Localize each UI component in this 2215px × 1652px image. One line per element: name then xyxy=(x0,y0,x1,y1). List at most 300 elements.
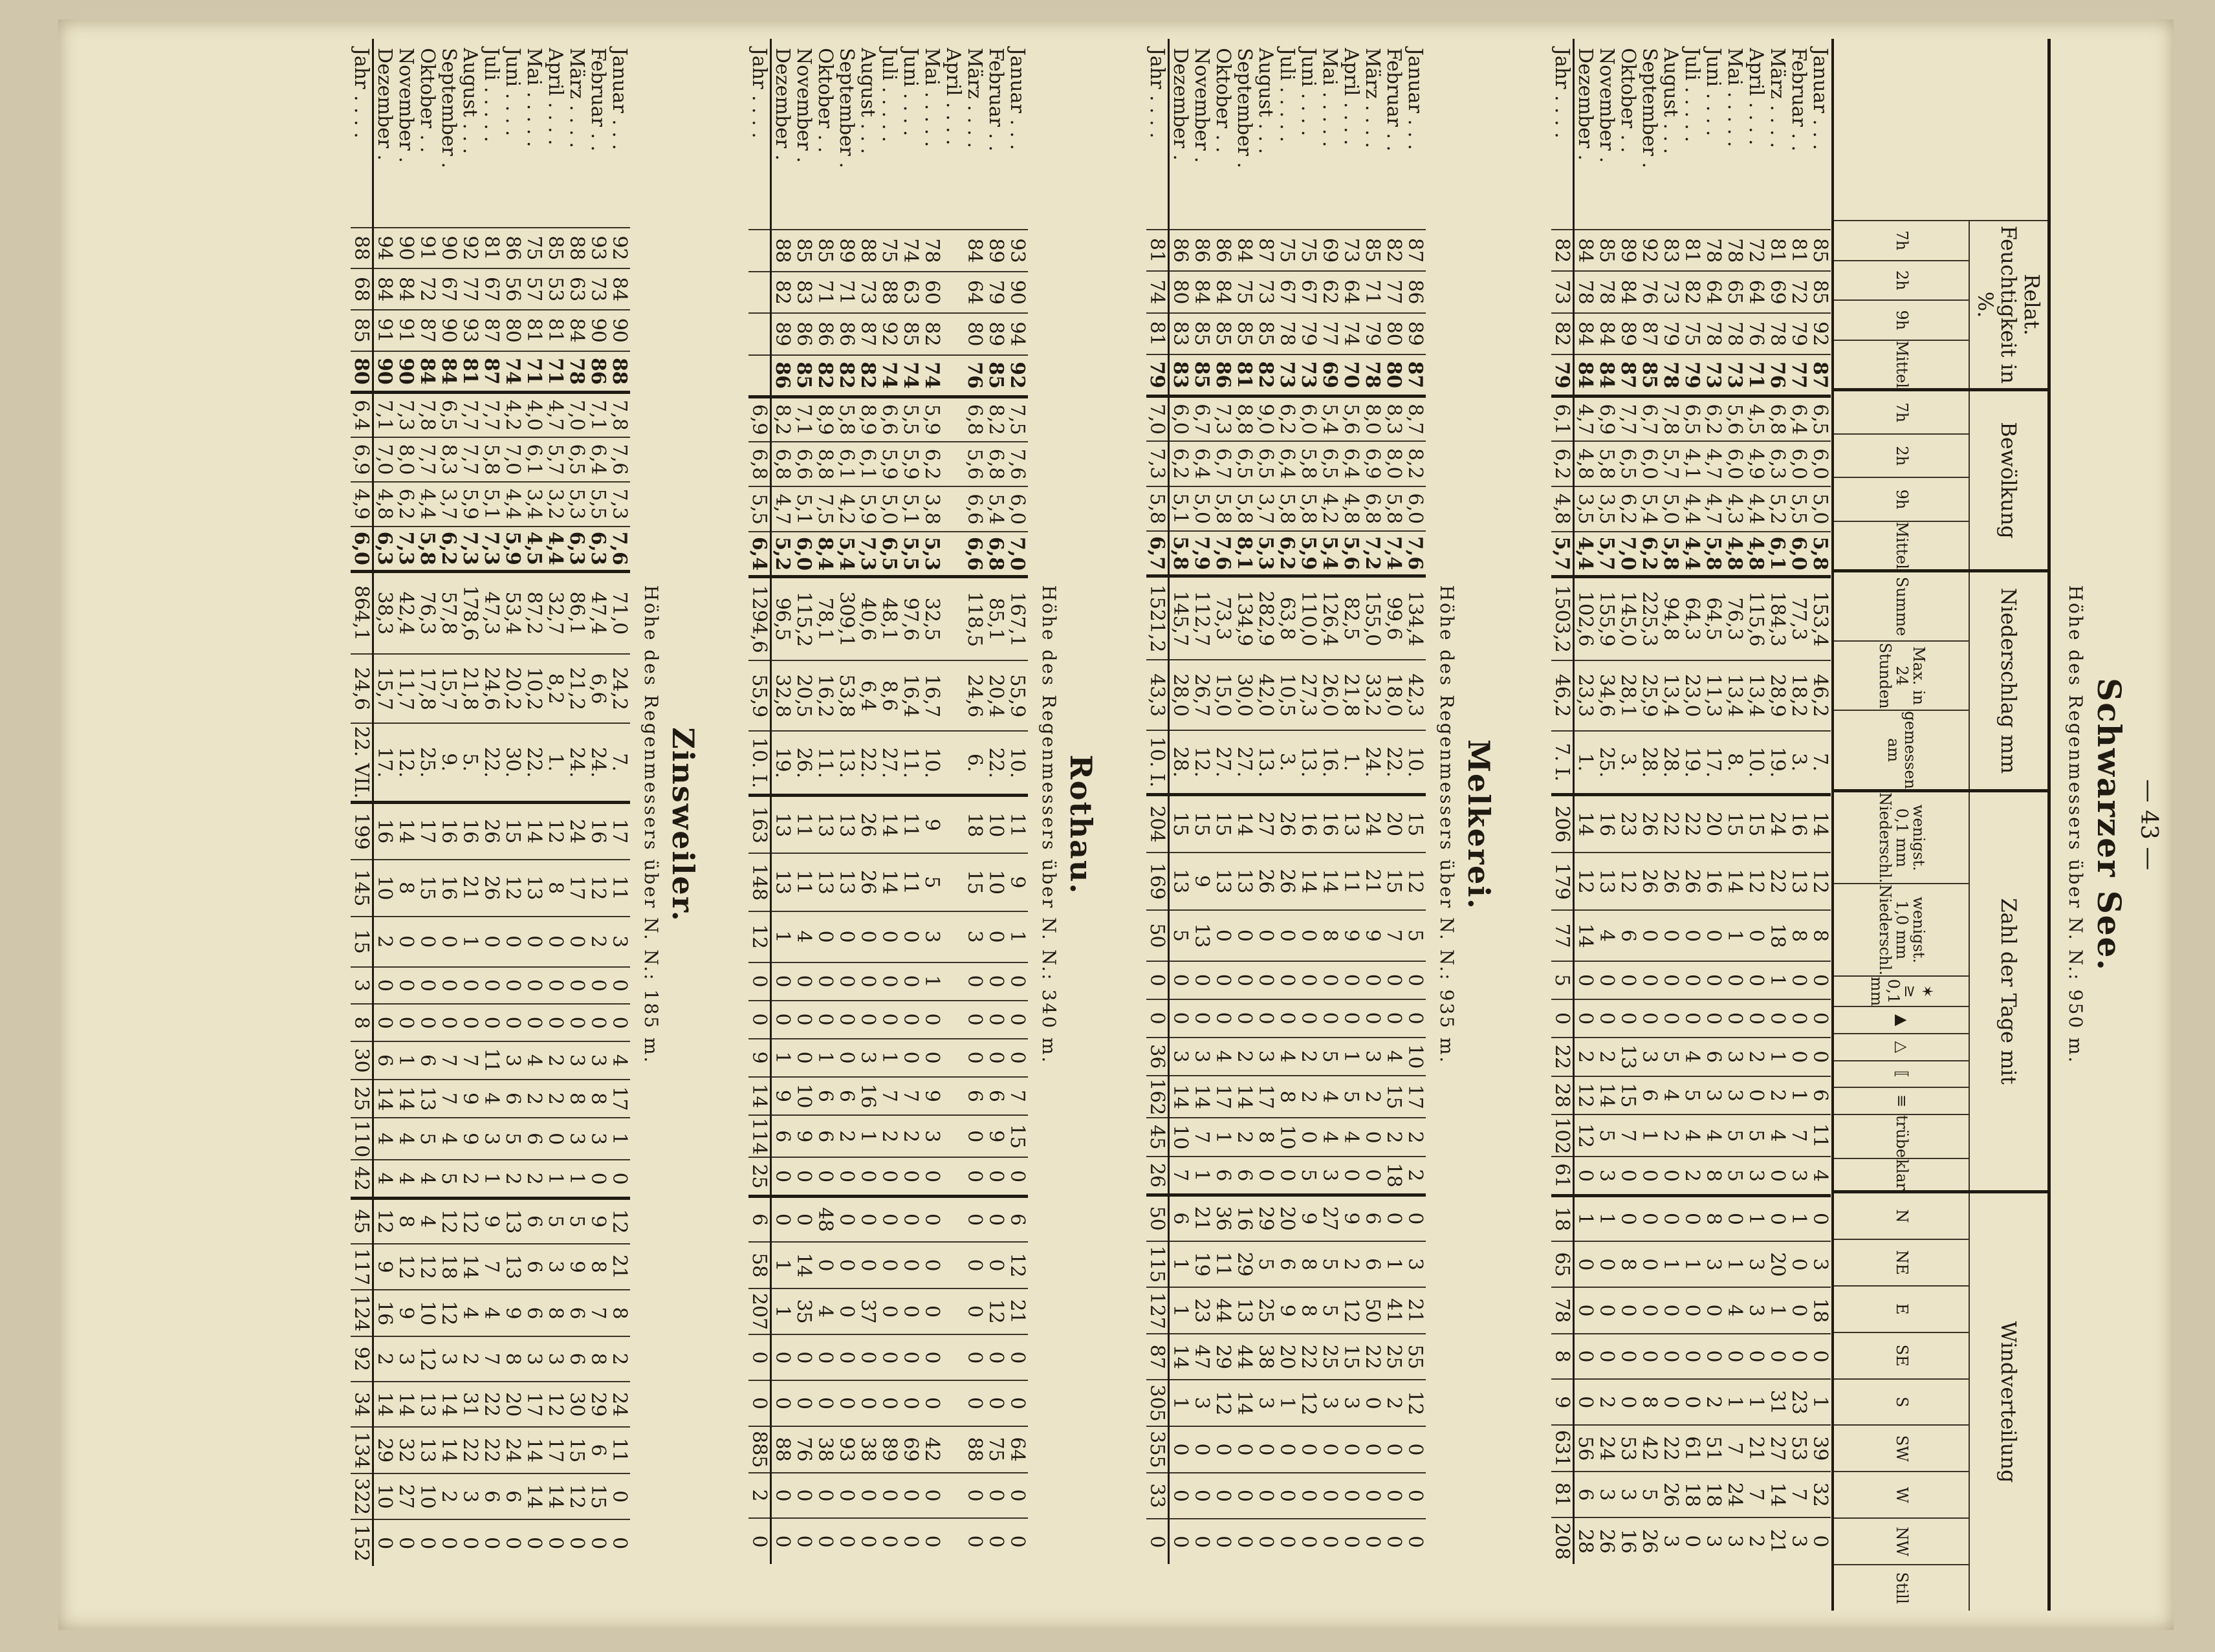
table-cell: 6 xyxy=(566,1290,587,1336)
table-cell: 0 xyxy=(1745,1076,1767,1115)
table-cell: 20 xyxy=(1767,1241,1788,1287)
table-cell: 3,2 xyxy=(545,482,566,527)
table-cell: 0 xyxy=(1276,961,1298,999)
table-cell: 2 xyxy=(1745,1038,1767,1076)
table-cell: 21 xyxy=(1362,853,1383,910)
table-cell: 0 xyxy=(1788,1287,1809,1333)
table-cell: 0 xyxy=(1596,1241,1617,1287)
table-cell: 15 xyxy=(566,1427,587,1473)
table-cell: 15 xyxy=(1383,1076,1404,1118)
table-cell: 94 xyxy=(1007,313,1028,354)
table-cell: 61 xyxy=(1551,1157,1574,1195)
table-cell: 6 xyxy=(1809,1076,1831,1115)
table-cell: 2 xyxy=(438,1473,459,1520)
table-cell: 1 xyxy=(1767,1038,1788,1076)
table-cell: 22. VII. xyxy=(351,723,373,802)
table-cell: 0 xyxy=(1007,1157,1028,1196)
table-cell: 27 xyxy=(1255,795,1276,853)
table-cell: 0 xyxy=(900,1473,921,1519)
table-cell: 7 xyxy=(438,1041,459,1080)
table-cell: 0 xyxy=(1767,1334,1788,1380)
table-cell: 1 xyxy=(1191,1157,1212,1195)
table-cell: 0 xyxy=(1007,962,1028,1001)
table-cell: 0 xyxy=(1574,1379,1597,1425)
table-cell: 0 xyxy=(814,1473,836,1519)
table-cell: 5 xyxy=(1660,1038,1681,1076)
table-cell: 7,0 xyxy=(373,437,396,482)
table-cell: 6,3 xyxy=(587,527,609,571)
table-cell: 0 xyxy=(1276,1519,1298,1564)
table-cell: 84 xyxy=(373,268,396,310)
table-cell: 0 xyxy=(1404,1195,1426,1241)
table-cell: 24 xyxy=(1724,1472,1745,1517)
table-cell: 0 xyxy=(459,967,481,1005)
table-cell: 9 xyxy=(395,1290,417,1336)
table-cell: 3 xyxy=(351,967,373,1005)
table-cell: 0 xyxy=(964,1473,985,1519)
table-cell: 0 xyxy=(1169,999,1192,1038)
table-cell: 92 xyxy=(351,1336,373,1382)
table-cell: 0 xyxy=(985,1242,1007,1288)
header-feuchte-subs: 7h 2h 9h Mittel xyxy=(1834,221,1970,388)
table-row xyxy=(900,39,921,1611)
table-cell: 0 xyxy=(1660,1379,1681,1425)
table-row xyxy=(351,39,373,1611)
table-cell: 86 xyxy=(793,313,814,354)
table-cell: 1 xyxy=(1724,1379,1745,1425)
table-cell: 6 xyxy=(587,1427,609,1473)
table-cell: 8 xyxy=(1703,1157,1724,1195)
table-cell: 0 xyxy=(1383,999,1404,1038)
table-cell: 4,4 xyxy=(417,482,438,527)
table-cell: 1 xyxy=(878,1039,900,1077)
row-month-label: Mai . . . . . xyxy=(1318,48,1341,147)
table-cell: 0 xyxy=(373,967,396,1005)
table-cell: 0 xyxy=(1809,1038,1831,1076)
table-cell: 12 xyxy=(395,1244,417,1290)
table-cell: 16,2 xyxy=(814,660,836,731)
table-cell: 2 xyxy=(1404,1157,1426,1195)
table-row xyxy=(1596,39,1617,1611)
station-block xyxy=(748,39,1113,1611)
table-cell: 13 xyxy=(1234,1287,1255,1334)
table-cell: 26 xyxy=(1146,1157,1169,1195)
table-cell: 3 xyxy=(1340,1380,1362,1426)
table-cell: 1 xyxy=(1169,1380,1192,1426)
table-cell: 0 xyxy=(836,1380,857,1426)
table-cell: 6,2 xyxy=(1276,396,1298,441)
table-cell: 3 xyxy=(566,1041,587,1080)
table-cell: 20 xyxy=(1276,1195,1298,1241)
table-cell: 0 xyxy=(964,962,985,1001)
table-cell: 0 xyxy=(900,911,921,962)
table-cell: 0 xyxy=(1617,1157,1639,1195)
station-table xyxy=(1551,39,1831,1611)
table-cell: 207 xyxy=(748,1288,771,1335)
row-month-label: März . . . . xyxy=(1361,48,1384,149)
table-cell: 0 xyxy=(417,1519,438,1565)
table-cell: 0 xyxy=(1276,1473,1298,1519)
table-cell: 115,2 xyxy=(793,577,814,661)
table-cell: 32,7 xyxy=(545,571,566,654)
table-cell: 78 xyxy=(1596,271,1617,312)
table-cell: 6 xyxy=(1007,1196,1028,1242)
table-cell xyxy=(943,532,964,577)
table-cell: 10. xyxy=(921,731,943,796)
table-cell: 23 xyxy=(1617,795,1639,853)
table-cell: 78,1 xyxy=(814,577,836,661)
table-cell: 0 xyxy=(1660,1157,1681,1195)
table-cell: 6,0 xyxy=(1298,396,1319,441)
header-niederschlag: Niederschlag mm Summe Max. in 24 Stunden gemessen am xyxy=(1834,569,2047,789)
table-cell: 7,7 xyxy=(417,437,438,482)
table-cell: 19 xyxy=(1191,1241,1212,1288)
table-cell: 13 xyxy=(417,1080,438,1118)
table-cell: 0 xyxy=(1617,1195,1639,1241)
table-cell: 71 xyxy=(836,272,857,313)
table-cell: 0 xyxy=(748,1001,771,1039)
table-cell: 110 xyxy=(351,1118,373,1160)
table-cell: 88 xyxy=(878,272,900,313)
table-cell: 7 xyxy=(1617,1114,1639,1157)
table-cell: 10 xyxy=(417,1473,438,1520)
table-cell: 0 xyxy=(964,1518,985,1564)
table-cell: 76 xyxy=(1745,313,1767,354)
table-cell: 0 xyxy=(1660,1287,1681,1333)
table-cell: 8 xyxy=(1617,1241,1639,1287)
table-cell: 15 xyxy=(1404,795,1426,853)
table-cell: 7,0 xyxy=(1617,532,1639,577)
table-cell: 18 xyxy=(1551,1195,1574,1241)
table-cell: 3 xyxy=(1639,1038,1660,1076)
table-cell: 0 xyxy=(878,1157,900,1196)
table-cell: 0 xyxy=(771,1196,794,1242)
table-cell: 5,1 xyxy=(1169,486,1192,532)
table-cell: 0 xyxy=(793,1001,814,1039)
table-cell: 102 xyxy=(1551,1114,1574,1157)
table-cell: 5,9 xyxy=(857,486,878,532)
table-cell: 155,0 xyxy=(1362,576,1383,660)
table-cell: 20,2 xyxy=(502,654,523,724)
table-cell: 13 xyxy=(417,1427,438,1473)
table-cell: 0 xyxy=(1007,1473,1028,1519)
table-cell: 69 xyxy=(900,1426,921,1473)
table-cell xyxy=(943,230,964,271)
table-cell: 85 xyxy=(1212,313,1234,354)
table-cell: 3 xyxy=(1596,1472,1617,1517)
row-month-label: Juni . . . . xyxy=(1297,48,1320,136)
table-cell: 3 xyxy=(566,1118,587,1160)
table-cell: 6,7 xyxy=(1212,441,1234,486)
table-cell: 3 xyxy=(1745,1241,1767,1287)
table-cell: 73 xyxy=(1724,354,1745,397)
table-cell: 5 xyxy=(1319,1038,1340,1076)
table-cell: 0 xyxy=(1169,1426,1192,1473)
table-cell: 24 xyxy=(609,1382,630,1427)
table-cell: 11. xyxy=(900,731,921,796)
table-cell: 10. xyxy=(1745,731,1767,795)
table-cell: 24,6 xyxy=(481,654,502,724)
table-cell: 76 xyxy=(1767,354,1788,397)
table-cell: 3 xyxy=(857,1039,878,1077)
table-cell: 134 xyxy=(351,1427,373,1473)
table-cell: 5,1 xyxy=(900,486,921,532)
table-cell: 0 xyxy=(587,1160,609,1198)
table-cell: 89 xyxy=(1404,313,1426,354)
table-cell: 5,3 xyxy=(566,482,587,527)
table-cell: 79 xyxy=(1660,313,1681,354)
table-cell: 1 xyxy=(566,1160,587,1198)
table-cell: 23,0 xyxy=(1681,660,1703,731)
table-cell: 13. xyxy=(1298,730,1319,795)
table-cell: 20 xyxy=(502,1382,523,1427)
table-cell: 0 xyxy=(1255,961,1276,999)
table-cell: 162 xyxy=(1146,1076,1169,1118)
table-cell: 4 xyxy=(1212,1038,1234,1076)
table-cell: 5 xyxy=(1551,961,1574,999)
table-cell: 0 xyxy=(1340,1519,1362,1564)
table-cell: 92 xyxy=(1007,355,1028,397)
table-cell: 4,0 xyxy=(523,393,545,437)
table-cell: 17 xyxy=(1212,1076,1234,1118)
table-cell: 4 xyxy=(1596,910,1617,961)
table-cell: 2 xyxy=(1234,1118,1255,1157)
table-cell: 6,1 xyxy=(523,437,545,482)
table-cell: 9 xyxy=(793,1115,814,1157)
table-row xyxy=(943,39,964,1611)
table-cell: 0 xyxy=(1574,1157,1597,1195)
table-cell: 32,5 xyxy=(921,577,943,661)
table-cell: 2 xyxy=(1298,1076,1319,1118)
table-cell: 26 xyxy=(857,796,878,853)
table-cell: 12 xyxy=(373,1199,396,1244)
table-row xyxy=(1212,39,1234,1611)
table-cell: 3 xyxy=(1596,1157,1617,1195)
table-cell: 81 xyxy=(1788,230,1809,271)
table-row xyxy=(814,39,836,1611)
table-cell: 5,8 xyxy=(1596,441,1617,486)
table-cell: 13. xyxy=(836,731,857,796)
table-cell: 14 xyxy=(1191,1076,1212,1118)
table-cell: 86 xyxy=(1212,354,1234,397)
table-cell: 63 xyxy=(566,268,587,310)
table-cell: 5,3 xyxy=(1255,531,1276,576)
table-cell: 13 xyxy=(1169,853,1192,910)
table-cell: 85,1 xyxy=(985,577,1007,661)
table-cell: 1. xyxy=(1340,730,1362,795)
row-month-label: Juli . . . . . xyxy=(878,48,900,142)
table-cell: 0 xyxy=(1191,1519,1212,1564)
table-cell: 4 xyxy=(793,911,814,962)
table-cell: 6,8 xyxy=(1767,397,1788,442)
table-cell: 1 xyxy=(1809,1379,1831,1425)
table-cell: 1503,2 xyxy=(1551,576,1574,660)
table-cell: 80 xyxy=(1383,313,1404,354)
table-cell: 0 xyxy=(1724,1195,1745,1241)
table-cell: 163 xyxy=(748,796,771,853)
table-cell: 3 xyxy=(1809,1241,1831,1287)
table-cell: 75 xyxy=(985,1426,1007,1473)
row-month-label: Dezember . xyxy=(373,48,396,161)
table-cell: 8 xyxy=(1255,1118,1276,1157)
table-cell: 8 xyxy=(1298,1287,1319,1334)
table-cell: 0 xyxy=(1234,1426,1255,1473)
table-cell: 10. xyxy=(1007,731,1028,796)
table-cell: 0 xyxy=(1340,961,1362,999)
table-cell: 2 xyxy=(1681,1157,1703,1195)
table-cell: 12 xyxy=(1404,1380,1426,1426)
table-cell: 11 xyxy=(1007,796,1028,853)
table-cell: 0 xyxy=(523,1519,545,1565)
table-cell: 2 xyxy=(523,1080,545,1118)
table-cell: 0 xyxy=(771,1157,794,1196)
table-cell: 3 xyxy=(1404,1241,1426,1288)
table-cell: 0 xyxy=(921,1242,943,1288)
table-cell: 19. xyxy=(771,731,794,796)
table-cell: 13,4 xyxy=(1660,660,1681,731)
table-cell: 0 xyxy=(836,1518,857,1564)
table-cell: 7 xyxy=(481,1244,502,1290)
table-cell: 33 xyxy=(1146,1473,1169,1519)
table-cell: 9 xyxy=(1551,1379,1574,1425)
table-cell: 6,9 xyxy=(351,437,373,482)
table-cell: 6,0 xyxy=(1007,486,1028,532)
table-cell: 8,8 xyxy=(814,442,836,487)
table-row xyxy=(1404,39,1426,1611)
table-cell: 32 xyxy=(395,1427,417,1473)
table-cell: 0 xyxy=(1212,1519,1234,1564)
table-cell: 208 xyxy=(1551,1517,1574,1564)
table-cell: 84 xyxy=(1574,313,1597,354)
table-cell: 36 xyxy=(1146,1038,1169,1076)
table-cell: 26 xyxy=(1660,853,1681,910)
table-cell: 78 xyxy=(1703,230,1724,271)
table-cell: 8,2 xyxy=(771,397,794,442)
table-cell: 69 xyxy=(1319,354,1340,397)
table-cell: 87 xyxy=(481,310,502,351)
table-cell: 71 xyxy=(1745,354,1767,397)
table-cell: 87 xyxy=(1146,1334,1169,1380)
table-cell: 41 xyxy=(1383,1287,1404,1334)
table-cell: 6,1 xyxy=(1551,397,1574,442)
table-cell: 31 xyxy=(459,1382,481,1427)
table-cell: 5,5 xyxy=(900,532,921,577)
table-cell: 0 xyxy=(900,1001,921,1039)
table-cell: 5 xyxy=(921,853,943,911)
table-cell: 87 xyxy=(481,351,502,393)
table-cell: 118,5 xyxy=(964,577,985,661)
table-cell: 0 xyxy=(1340,1157,1362,1195)
table-cell: 28. xyxy=(1169,730,1192,795)
table-cell: 5 xyxy=(545,1199,566,1244)
table-cell: 89 xyxy=(1617,313,1639,354)
table-cell: 17. xyxy=(1703,731,1724,795)
row-month-label: März . . . . xyxy=(963,48,986,149)
row-month-label: Oktober . . xyxy=(814,48,836,153)
table-cell: 26 xyxy=(481,860,502,917)
table-cell: 79 xyxy=(1551,354,1574,397)
table-cell: 2 xyxy=(609,1336,630,1382)
table-cell: 631 xyxy=(1551,1425,1574,1472)
table-row xyxy=(1809,39,1831,1611)
table-cell: 47,4 xyxy=(587,571,609,654)
table-cell: 0 xyxy=(1362,999,1383,1038)
table-cell: 4,5 xyxy=(523,527,545,571)
table-cell: 85 xyxy=(793,355,814,397)
table-cell: 0 xyxy=(1234,961,1255,999)
row-month-label: November . xyxy=(1190,48,1213,163)
table-cell: 1 xyxy=(395,1041,417,1080)
table-cell: 83 xyxy=(1169,313,1192,354)
table-cell: 84 xyxy=(438,351,459,393)
table-row xyxy=(1234,39,1255,1611)
table-cell: 36 xyxy=(1212,1195,1234,1241)
table-cell: 2 xyxy=(836,1115,857,1157)
station-table xyxy=(351,39,630,1611)
station-title: Zinsweiler. xyxy=(666,727,701,922)
table-cell: 0 xyxy=(1276,1157,1298,1195)
table-cell: 1 xyxy=(1212,1118,1234,1157)
table-cell: 13 xyxy=(1596,853,1617,910)
table-cell: 10 xyxy=(1404,1038,1426,1076)
table-cell: 39 xyxy=(1809,1425,1831,1472)
table-cell: 5,9 xyxy=(900,442,921,487)
table-cell: 0 xyxy=(481,967,502,1005)
table-cell: 74 xyxy=(1146,271,1169,312)
table-cell: 0 xyxy=(771,962,794,1001)
table-cell: 0 xyxy=(921,1001,943,1039)
table-row xyxy=(857,39,878,1611)
table-cell: 4 xyxy=(1319,1076,1340,1118)
table-cell: 74 xyxy=(878,355,900,397)
table-cell: 4 xyxy=(1703,1114,1724,1157)
table-cell: 83 xyxy=(793,272,814,313)
table-cell: 4 xyxy=(417,1199,438,1244)
table-cell: 19. xyxy=(1681,731,1703,795)
table-cell: 26 xyxy=(481,802,502,859)
table-cell: 44 xyxy=(1212,1287,1234,1334)
table-cell: 23 xyxy=(1191,1287,1212,1334)
table-cell: 14 xyxy=(1574,795,1597,853)
table-cell: 0 xyxy=(964,1242,985,1288)
table-cell: 0 xyxy=(1681,1195,1703,1241)
table-cell: 11 xyxy=(1212,1241,1234,1288)
table-cell: 6,2 xyxy=(395,482,417,527)
table-cell: 46,2 xyxy=(1809,660,1831,731)
table-cell: 90 xyxy=(373,351,396,393)
table-cell: 86 xyxy=(1212,230,1234,271)
table-cell: 32,8 xyxy=(771,660,794,731)
table-cell: 79 xyxy=(1681,354,1703,397)
table-cell: 18 xyxy=(438,1244,459,1290)
table-cell: 0 xyxy=(1745,961,1767,999)
table-cell: 0 xyxy=(878,1334,900,1380)
table-row xyxy=(438,39,459,1611)
table-cell: 1 xyxy=(1169,1287,1192,1334)
table-cell: 1 xyxy=(771,1242,794,1288)
table-cell xyxy=(943,1473,964,1519)
table-cell: 0 xyxy=(1276,999,1298,1038)
table-row xyxy=(1383,39,1404,1611)
table-cell: 30 xyxy=(351,1041,373,1080)
table-cell: 10 xyxy=(985,796,1007,853)
table-row xyxy=(836,39,857,1611)
table-cell: 22 xyxy=(1660,795,1681,853)
table-cell: 67 xyxy=(1298,271,1319,312)
table-cell: 5,8 xyxy=(481,437,502,482)
table-cell: 0 xyxy=(985,1196,1007,1242)
table-cell: 0 xyxy=(481,1004,502,1041)
